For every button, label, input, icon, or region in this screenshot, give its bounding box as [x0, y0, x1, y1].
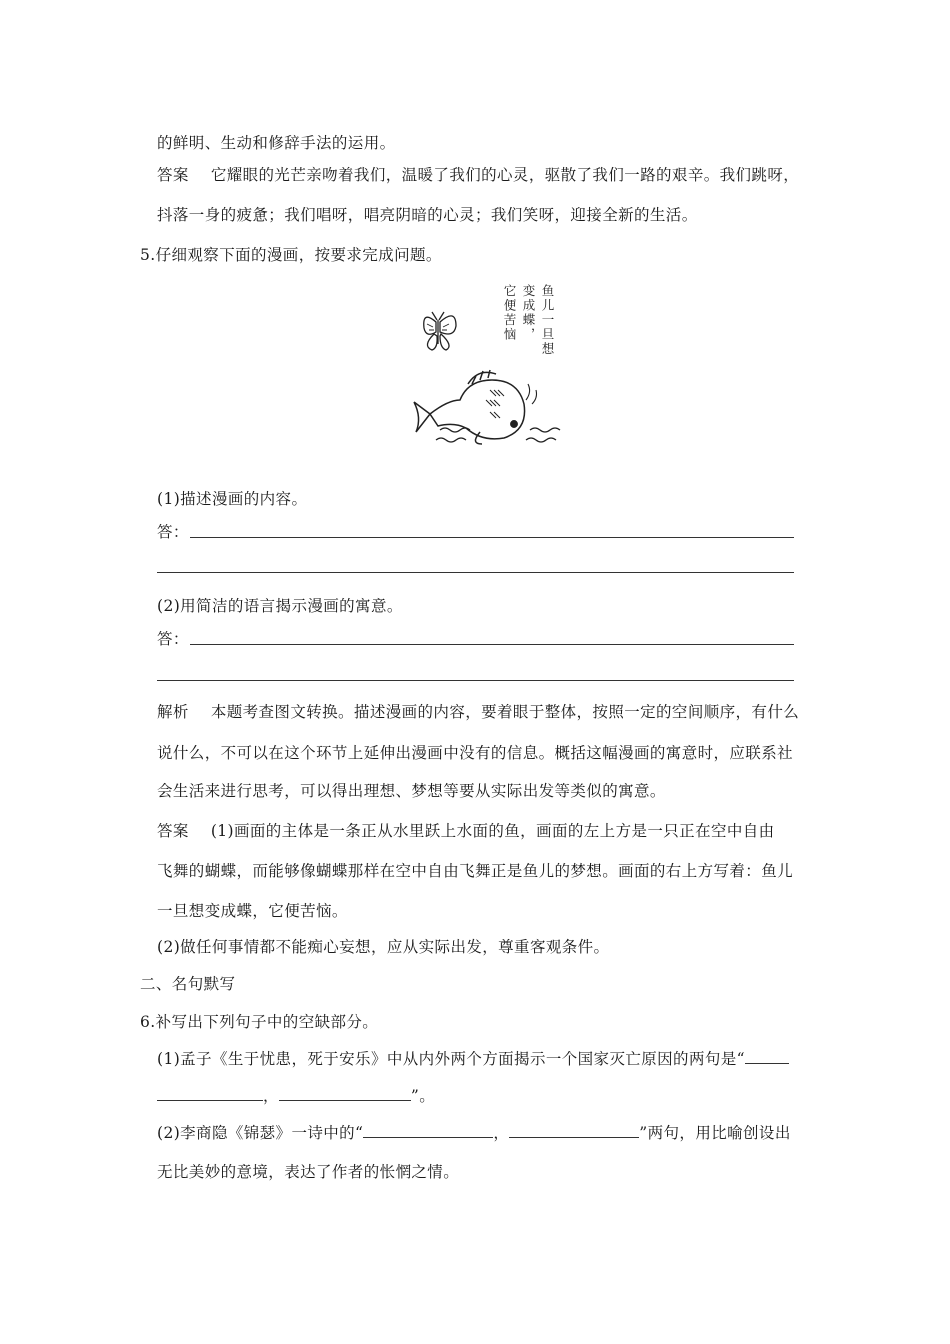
separator: ， — [263, 1087, 279, 1105]
answer-line — [157, 163, 799, 185]
answer-blank-line[interactable] — [190, 537, 794, 538]
answer-blank-line[interactable] — [190, 644, 794, 645]
question-6-2 — [157, 1121, 791, 1143]
analysis-line — [157, 700, 799, 722]
separator: ， — [493, 1124, 510, 1142]
answer-blank-line[interactable] — [157, 572, 794, 573]
fill-blank[interactable] — [745, 1051, 789, 1064]
question-6-1-text: (1)孟子《生于忧患，死于安乐》中从内外两个方面揭示一个国家灭亡原因的两句是“ — [157, 1050, 745, 1068]
butterfly-icon — [424, 312, 456, 350]
question-5-2: (2)用简洁的语言揭示漫画的寓意。 — [157, 597, 403, 615]
section-heading: 二、名句默写 — [140, 975, 236, 993]
text-line: 无比美妙的意境，表达了作者的怅惘之情。 — [157, 1163, 460, 1181]
text-line: 会生活来进行思考，可以得出理想、梦想等要从实际出发等类似的寓意。 — [157, 782, 666, 800]
question-5: 5.仔细观察下面的漫画，按要求完成问题。 — [140, 246, 442, 264]
cartoon-caption-col3: 它便苦恼 — [502, 284, 517, 342]
question-6-2-text: (2)李商隐《锦瑟》一诗中的“ — [157, 1124, 364, 1142]
question-6-2-text-end: ”两句，用比喻创设出 — [639, 1124, 791, 1142]
fill-blank[interactable] — [157, 1088, 263, 1101]
text-line: 的鲜明、生动和修辞手法的运用。 — [157, 134, 396, 152]
fill-blank[interactable] — [509, 1125, 639, 1138]
comic-illustration — [400, 272, 570, 447]
answer-text: (1)画面的主体是一条正从水里跃上水面的鱼，画面的左上方是一只正在空中自由 — [210, 822, 775, 840]
question-6-1 — [157, 1047, 789, 1069]
fish-icon — [414, 370, 537, 444]
cartoon-caption-col1: 鱼儿一旦想 — [540, 284, 555, 357]
answer-text: 它耀眼的光芒亲吻着我们，温暖了我们的心灵，驱散了我们一路的艰辛。我们跳呀， — [210, 166, 800, 184]
closing-quote: ”。 — [410, 1087, 436, 1105]
analysis-label: 解析 — [157, 703, 189, 721]
text-line: 一旦想变成蝶，它便苦恼。 — [157, 902, 348, 920]
text-line: 抖落一身的疲惫；我们唱呀，唱亮阴暗的心灵；我们笑呀，迎接全新的生活。 — [157, 206, 698, 224]
question-6-1-cont — [157, 1084, 435, 1106]
answer-label: 答案 — [157, 822, 189, 840]
answer-line — [157, 819, 775, 841]
question-5-1: (1)描述漫画的内容。 — [157, 490, 308, 508]
answer-blank-line[interactable] — [157, 680, 794, 681]
analysis-text: 本题考查图文转换。描述漫画的内容，要着眼于整体，按照一定的空间顺序，有什么 — [210, 703, 800, 721]
text-line: (2)做任何事情都不能痴心妄想，应从实际出发，尊重客观条件。 — [157, 938, 610, 956]
fill-blank[interactable] — [363, 1125, 493, 1138]
fill-blank[interactable] — [279, 1088, 411, 1101]
question-6: 6.补写出下列句子中的空缺部分。 — [140, 1013, 379, 1031]
cartoon-caption-col2: 变成蝶， — [521, 284, 536, 342]
text-line: 说什么，不可以在这个环节上延伸出漫画中没有的信息。概括这幅漫画的寓意时，应联系社 — [157, 744, 794, 762]
answer-label: 答： — [157, 523, 189, 541]
text-line: 飞舞的蝴蝶，而能够像蝴蝶那样在空中自由飞舞正是鱼儿的梦想。画面的右上方写着：鱼儿 — [157, 862, 794, 880]
answer-label: 答： — [157, 630, 189, 648]
answer-label: 答案 — [157, 166, 189, 184]
